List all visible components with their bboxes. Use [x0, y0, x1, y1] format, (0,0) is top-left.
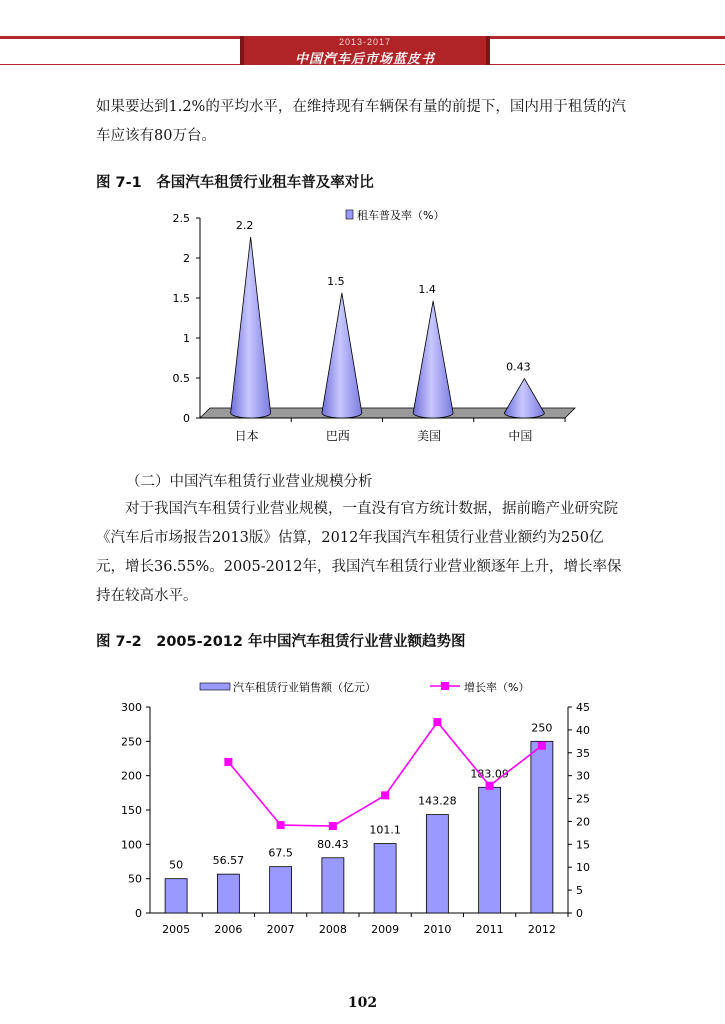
growth-rate-point	[381, 791, 389, 799]
right-tick-label: 15	[576, 838, 590, 852]
growth-rate-point	[538, 742, 546, 750]
right-tick-label: 30	[576, 769, 590, 783]
growth-rate-point	[329, 822, 337, 830]
y-tick-label: 2.5	[172, 212, 190, 225]
legend-swatch-marker	[441, 682, 449, 690]
x-tick-label: 中国	[508, 429, 533, 443]
data-label: 1.5	[327, 275, 345, 288]
x-tick-label: 巴西	[325, 429, 350, 443]
x-tick-label: 2007	[266, 923, 295, 936]
y-tick-label: 0	[183, 412, 190, 425]
header-years: 2013-2017	[338, 37, 392, 47]
right-tick-label: 35	[576, 746, 590, 760]
data-label: 2.2	[235, 219, 254, 232]
data-label: 67.5	[268, 846, 293, 860]
revenue-bar	[270, 867, 292, 913]
left-tick-label: 100	[121, 838, 142, 852]
intro-paragraph: 如果要达到1.2%的平均水平，在维持现有车辆保有量的前提下，国内用于租赁的汽车应该有80万台。	[96, 99, 626, 144]
x-tick-label: 2009	[371, 923, 400, 936]
growth-rate-point	[486, 782, 494, 790]
data-label: 56.57	[212, 854, 245, 868]
revenue-bar	[165, 879, 187, 913]
right-tick-label: 10	[576, 861, 590, 875]
legend-label-bar: 汽车租赁行业销售额（亿元）	[233, 681, 376, 694]
data-label: 0.43	[506, 360, 531, 374]
growth-rate-point	[224, 758, 232, 766]
figure-2-title: 图 7-2 2005-2012 年中国汽车租赁行业营业额趋势图	[96, 634, 466, 650]
data-label: 250	[531, 721, 553, 735]
left-tick-label: 50	[128, 872, 142, 886]
revenue-bar	[374, 844, 396, 913]
y-tick-label: 1	[183, 332, 190, 345]
data-label: 143.28	[418, 794, 457, 808]
revenue-bar	[531, 741, 553, 913]
left-tick-label: 250	[121, 735, 142, 749]
data-label: 101.1	[369, 823, 401, 837]
header-banner	[240, 36, 490, 65]
cone-bar	[231, 237, 271, 418]
legend-label: 租车普及率（%）	[357, 209, 445, 222]
cone-chart	[150, 200, 590, 450]
figure-1-title: 图 7-1 各国汽车租赁行业租车普及率对比	[96, 175, 374, 191]
right-tick-label: 25	[576, 792, 590, 806]
right-tick-label: 0	[576, 907, 583, 920]
revenue-bar	[426, 815, 448, 913]
revenue-bar	[217, 874, 239, 913]
x-tick-label: 2008	[318, 923, 347, 936]
growth-rate-point	[433, 718, 441, 726]
right-tick-label: 45	[576, 701, 590, 714]
legend-label-line: 增长率（%）	[464, 681, 530, 694]
x-tick-label: 2010	[423, 923, 452, 936]
cone-bar	[504, 379, 544, 418]
left-tick-label: 0	[135, 907, 142, 920]
right-tick-label: 40	[576, 723, 590, 737]
y-tick-label: 1.5	[172, 292, 190, 305]
cone-bar	[322, 293, 362, 418]
x-tick-label: 美国	[417, 429, 442, 443]
data-label: 1.4	[418, 283, 436, 296]
x-tick-label: 2012	[527, 923, 556, 936]
body-paragraph: 对于我国汽车租赁行业营业规模，一直没有官方统计数据，据前瞻产业研究院《汽车后市场报告2013版》估算，2012年我国汽车租赁行业营业额约为250亿元，增长36.55%。2005-2012年，我国汽车租赁行业营业额逐年上升，增长率保持在较高水平。	[96, 501, 622, 604]
y-tick-label: 0.5	[172, 372, 190, 385]
data-label: 183.09	[470, 767, 509, 781]
section-heading: （二）中国汽车租赁行业营业规模分析	[126, 474, 373, 490]
combo-chart	[100, 670, 620, 945]
data-label: 50	[169, 858, 184, 872]
data-label: 80.43	[317, 837, 349, 851]
left-tick-label: 300	[121, 701, 142, 714]
growth-rate-point	[277, 821, 285, 829]
x-tick-label: 2011	[475, 923, 504, 936]
header-title: 中国汽车后市场蓝皮书	[294, 52, 435, 67]
x-tick-label: 日本	[234, 429, 259, 443]
cone-bar	[413, 301, 453, 418]
x-tick-label: 2006	[214, 923, 243, 936]
left-tick-label: 200	[121, 769, 142, 783]
legend-swatch-bar	[200, 683, 230, 690]
page-number: 102	[347, 995, 378, 1011]
right-tick-label: 5	[576, 884, 583, 898]
y-tick-label: 2	[183, 252, 190, 265]
right-tick-label: 20	[576, 815, 590, 829]
x-tick-label: 2005	[162, 923, 191, 936]
left-tick-label: 150	[121, 804, 142, 817]
revenue-bar	[322, 858, 344, 913]
legend-swatch	[346, 210, 353, 219]
revenue-bar	[479, 787, 501, 913]
